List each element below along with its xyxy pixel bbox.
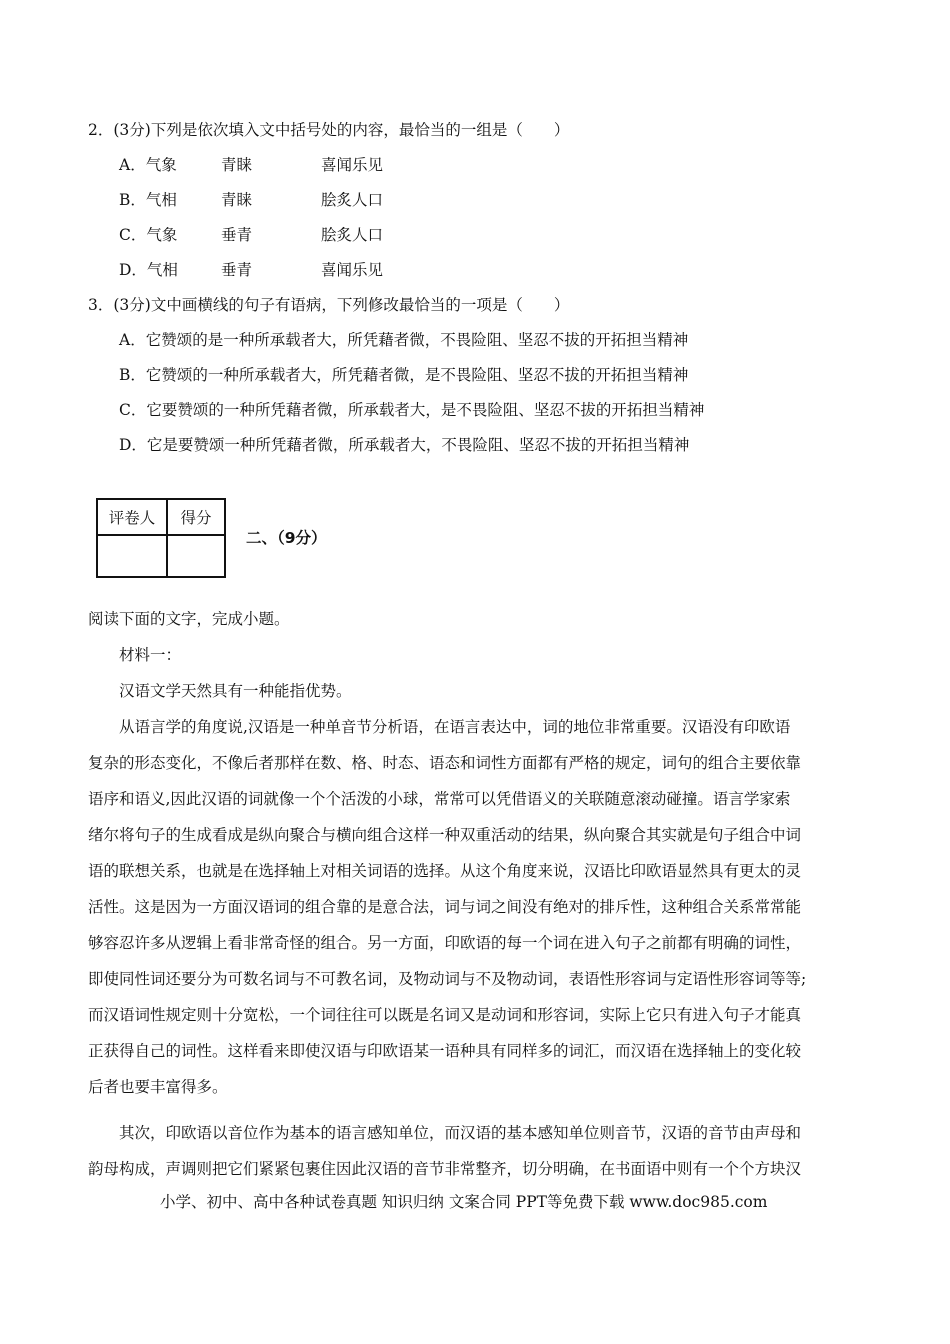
option-b-col1: B．气相 [119, 191, 177, 209]
question-3-option-d: D．它是要赞颂一种所凭藉者微，所承载者大，不畏险阻、坚忍不拔的开拓担当精神 [119, 436, 690, 454]
question-2-option-d [119, 258, 519, 278]
question-2-option-b [119, 188, 519, 208]
paragraph2-line: 其次，印欧语以音位作为基本的语言感知单位，而汉语的基本感知单位则音节，汉语的音节由声母和 [119, 1124, 802, 1142]
paragraph1-line: 语的联想关系，也就是在选择轴上对相关词语的选择。从这个角度来说，汉语比印欧语显然具有更太的灵 [88, 862, 802, 880]
paragraph1-line: 从语言学的角度说,汉语是一种单音节分析语，在语言表达中，词的地位非常重要。汉语没有印欧语 [119, 718, 791, 736]
section-title: 二、（9分） [246, 529, 327, 547]
option-a-col3: 喜闻乐见 [321, 156, 384, 174]
score-header: 得分 [167, 499, 225, 535]
page-footer: 小学、初中、高中各种试卷真题 知识归纳 文案合同 PPT等免费下载 www.doc985.com [160, 1193, 768, 1211]
paragraph1-line: 活性。这是因为一方面汉语词的组合靠的是意合法，词与词之间没有绝对的排斥性，这种组合关系常常能 [88, 898, 802, 916]
paragraph1-line: 复杂的形态变化，不像后者那样在数、格、时态、语态和词性方面都有严格的规定，词句的组合主要依靠 [88, 754, 802, 772]
option-d-col2: 垂青 [221, 261, 253, 279]
question-3-option-a: A．它赞颂的是一种所承载者大，所凭藉者微，不畏险阻、坚忍不拔的开拓担当精神 [119, 331, 689, 349]
option-a-col2: 青睐 [221, 156, 253, 174]
question-3-option-c: C．它要赞颂的一种所凭藉者微，所承载者大，是不畏险阻、坚忍不拔的开拓担当精神 [119, 401, 705, 419]
paragraph2-line: 韵母构成，声调则把它们紧紧包裹住因此汉语的音节非常整齐，切分明确，在书面语中则有一个个方块汉 [88, 1160, 802, 1178]
option-a-col1: A．气象 [119, 156, 177, 174]
question-2-option-c [119, 223, 519, 243]
material-label: 材料一： [119, 646, 182, 664]
question-3-option-b: B．它赞颂的一种所承载者大，所凭藉者微，是不畏险阻、坚忍不拔的开拓担当精神 [119, 366, 689, 384]
paragraph1-line: 语序和语义,因此汉语的词就像一个个活泼的小球，常常可以凭借语义的关联随意滚动碰撞。语言学家索 [88, 790, 791, 808]
paragraph1-line: 正获得自己的词性。这样看来即使汉语与印欧语某一语种具有同样多的词汇，而汉语在选择轴上的变化较 [88, 1042, 802, 1060]
question-2-stem: 2．(3分)下列是依次填入文中括号处的内容，最恰当的一组是（ ） [88, 121, 570, 139]
paragraph1-line: 而汉语词性规定则十分宽松，一个词往往可以既是名词又是动词和形容词，实际上它只有进入句子才能真 [88, 1006, 802, 1024]
score-table [96, 498, 226, 578]
material-intro: 汉语文学天然具有一种能指优势。 [119, 682, 352, 700]
option-b-col3: 脍炙人口 [321, 191, 384, 209]
grader-cell [97, 535, 167, 577]
option-c-col1: C．气象 [119, 226, 178, 244]
option-d-col3: 喜闻乐见 [321, 261, 384, 279]
grader-header: 评卷人 [97, 499, 167, 535]
option-b-col2: 青睐 [221, 191, 253, 209]
reading-instruction: 阅读下面的文字，完成小题。 [88, 610, 290, 628]
question-2-option-a [119, 153, 519, 173]
paragraph1-line: 即使同性词还要分为可数名词与不可教名词，及物动词与不及物动词，表语性形容词与定语性形容词等等; [88, 970, 807, 988]
option-d-col1: D．气相 [119, 261, 178, 279]
option-c-col2: 垂青 [221, 226, 253, 244]
option-c-col3: 脍炙人口 [321, 226, 384, 244]
paragraph1-line: 绪尔将句子的生成看成是纵向聚合与横向组合这样一种双重活动的结果，纵向聚合其实就是句子组合中词 [88, 826, 802, 844]
question-3-stem: 3．(3分)文中画横线的句子有语病，下列修改最恰当的一项是（ ） [88, 296, 570, 314]
score-cell [167, 535, 225, 577]
paragraph1-line: 够容忍许多从逻辑上看非常奇怪的组合。另一方面，印欧语的每一个词在进入句子之前都有明确的词性， [88, 934, 802, 952]
paragraph1-line: 后者也要丰富得多。 [88, 1078, 228, 1096]
